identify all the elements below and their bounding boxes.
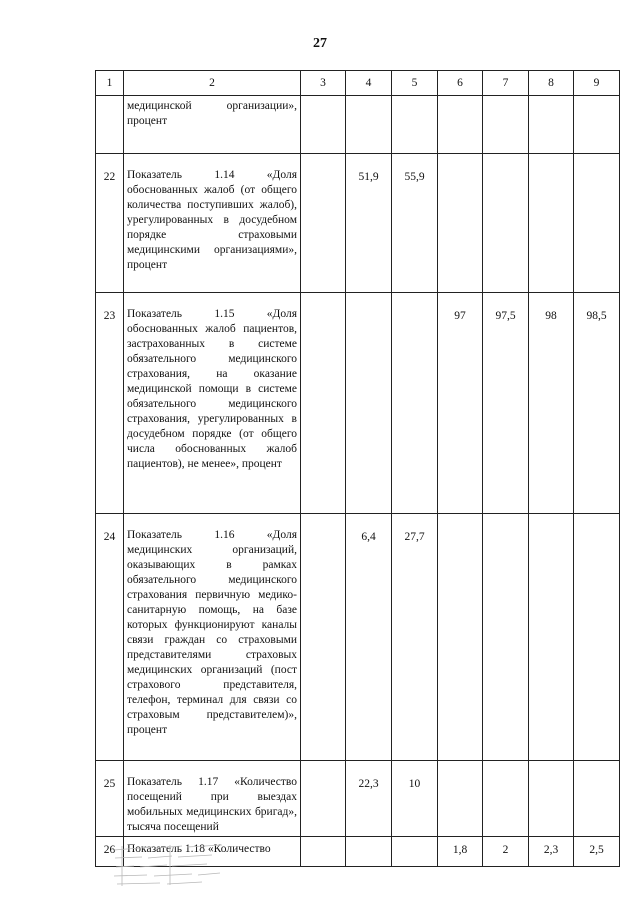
cell-col4: 22,3 — [346, 761, 392, 837]
cell-col9 — [574, 154, 620, 293]
cell-col9: 98,5 — [574, 293, 620, 514]
cell-col9: 2,5 — [574, 837, 620, 867]
row-number: 23 — [96, 293, 124, 514]
cell-col3 — [301, 514, 346, 761]
cell-col5 — [392, 293, 438, 514]
cell-col7: 2 — [483, 837, 529, 867]
cell-col7 — [483, 96, 529, 154]
table-header-row — [96, 71, 620, 96]
cell-col6 — [438, 154, 483, 293]
cell-col5: 55,9 — [392, 154, 438, 293]
cell-col4: 6,4 — [346, 514, 392, 761]
cell-col7: 97,5 — [483, 293, 529, 514]
cell-col9 — [574, 514, 620, 761]
row-number: 22 — [96, 154, 124, 293]
column-header: 6 — [438, 71, 483, 96]
page-number: 27 — [313, 36, 327, 51]
cell-col9 — [574, 761, 620, 837]
indicator-text: Показатель 1.14 «Доля обоснованных жалоб (от общего количества поступивших жалоб), урегулированных в досудебном порядке страховыми медицинскими организациями», процент — [124, 154, 301, 293]
cell-col6 — [438, 761, 483, 837]
column-header: 2 — [124, 71, 301, 96]
column-header: 4 — [346, 71, 392, 96]
row-number: 24 — [96, 514, 124, 761]
cell-col3 — [301, 293, 346, 514]
column-header: 3 — [301, 71, 346, 96]
table-row — [96, 761, 620, 837]
indicator-text: Показатель 1.17 «Количество посещений при выездах мобильных медицинских бригад», тысяча посещений — [124, 761, 301, 837]
cell-col7 — [483, 154, 529, 293]
cell-col6 — [438, 96, 483, 154]
cell-col3 — [301, 154, 346, 293]
column-header: 7 — [483, 71, 529, 96]
column-header: 1 — [96, 71, 124, 96]
cell-col4 — [346, 96, 392, 154]
row-number: 25 — [96, 761, 124, 837]
cell-col6: 1,8 — [438, 837, 483, 867]
table-row — [96, 154, 620, 293]
cell-col5: 27,7 — [392, 514, 438, 761]
table-row — [96, 293, 620, 514]
indicator-text: Показатель 1.16 «Доля медицинских организаций, оказывающих в рамках обязательного медицинского страхования первичную медико-санитарную помощь, на базе которых функционируют каналы связи граждан со страховыми представителями страховых медицинских организаций (пост страхового представителя, телефон, терминал для связи со страховым представителем)», процент — [124, 514, 301, 761]
cell-col3 — [301, 761, 346, 837]
cell-col5: 10 — [392, 761, 438, 837]
column-header: 5 — [392, 71, 438, 96]
cell-col6: 97 — [438, 293, 483, 514]
indicator-text: медицинской организации», процент — [124, 96, 301, 154]
cell-col8: 98 — [529, 293, 574, 514]
cell-col4: 51,9 — [346, 154, 392, 293]
indicator-text: Показатель 1.15 «Доля обоснованных жалоб пациентов, застрахованных в системе обязательного медицинского страхования, на оказание медицинской помощи в системе обязательного медицинского страхования, урегулированных в досудебном порядке (от общего числа обоснованных жалоб пациентов), не менее», процент — [124, 293, 301, 514]
column-header: 8 — [529, 71, 574, 96]
table-row — [96, 514, 620, 761]
cell-col8: 2,3 — [529, 837, 574, 867]
table-row — [96, 96, 620, 154]
cell-col7 — [483, 514, 529, 761]
cell-col8 — [529, 96, 574, 154]
cell-col6 — [438, 514, 483, 761]
cell-col9 — [574, 96, 620, 154]
stamp-mark — [112, 842, 227, 887]
cell-col8 — [529, 514, 574, 761]
indicator-text: Показатель 1.18 «Количество — [124, 837, 301, 867]
column-header: 9 — [574, 71, 620, 96]
cell-col8 — [529, 154, 574, 293]
cell-col4 — [346, 293, 392, 514]
row-number — [96, 96, 124, 154]
row-number: 26 — [96, 837, 124, 867]
cell-col8 — [529, 761, 574, 837]
cell-col5 — [392, 96, 438, 154]
cell-col5 — [392, 837, 438, 867]
cell-col3 — [301, 837, 346, 867]
cell-col7 — [483, 761, 529, 837]
cell-col4 — [346, 837, 392, 867]
indicators-table — [95, 70, 620, 867]
cell-col3 — [301, 96, 346, 154]
